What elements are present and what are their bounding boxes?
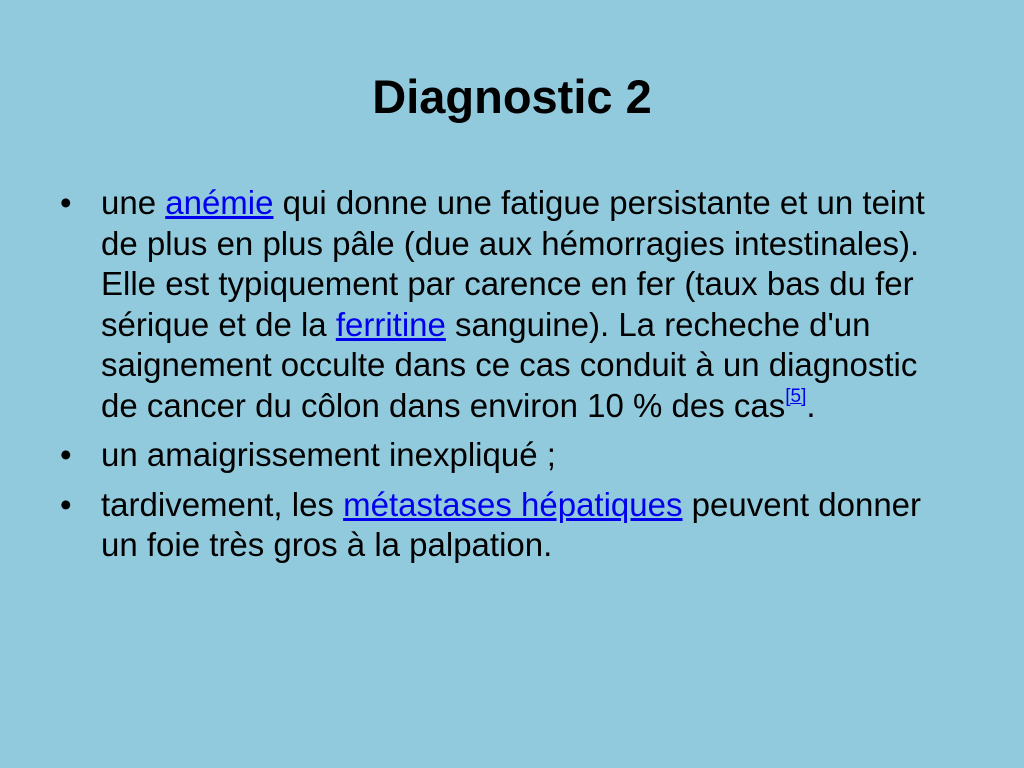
text-segment: .	[806, 386, 816, 424]
bullet-icon: •	[60, 184, 72, 221]
text-segment: une	[101, 184, 166, 221]
text-segment: qui donne une fatigue persistante et un teint de plus en plus pâle (due aux hémorragies intestinales). Elle est typiquement par carence en fer (taux bas du fer sérique et de la	[101, 184, 925, 343]
bullet-item-amaigrissement	[60, 435, 960, 476]
link-anemie[interactable]: anémie	[165, 184, 274, 221]
bullet-item-metastases	[60, 485, 960, 566]
reference-link-5[interactable]: [5]	[785, 385, 807, 407]
text-segment: peuvent donner un foie très gros à la palpation.	[101, 485, 922, 563]
slide-title: Diagnostic 2	[372, 70, 652, 123]
text-segment: tardivement, les	[101, 485, 344, 523]
text-segment: sanguine). La recheche d'un saignement occulte dans ce cas conduit à un diagnostic de cancer du côlon dans environ 10 % des cas	[101, 305, 918, 424]
bullet-item-anemie	[60, 183, 960, 426]
link-metastases-hepatiques[interactable]: métastases hépatiques	[343, 485, 683, 523]
bullet-list	[60, 183, 960, 575]
text-segment: un amaigrissement inexpliqué ;	[101, 436, 556, 473]
link-ferritine[interactable]: ferritine	[335, 305, 446, 343]
bullet-icon: •	[60, 485, 72, 523]
bullet-icon: •	[60, 436, 72, 473]
